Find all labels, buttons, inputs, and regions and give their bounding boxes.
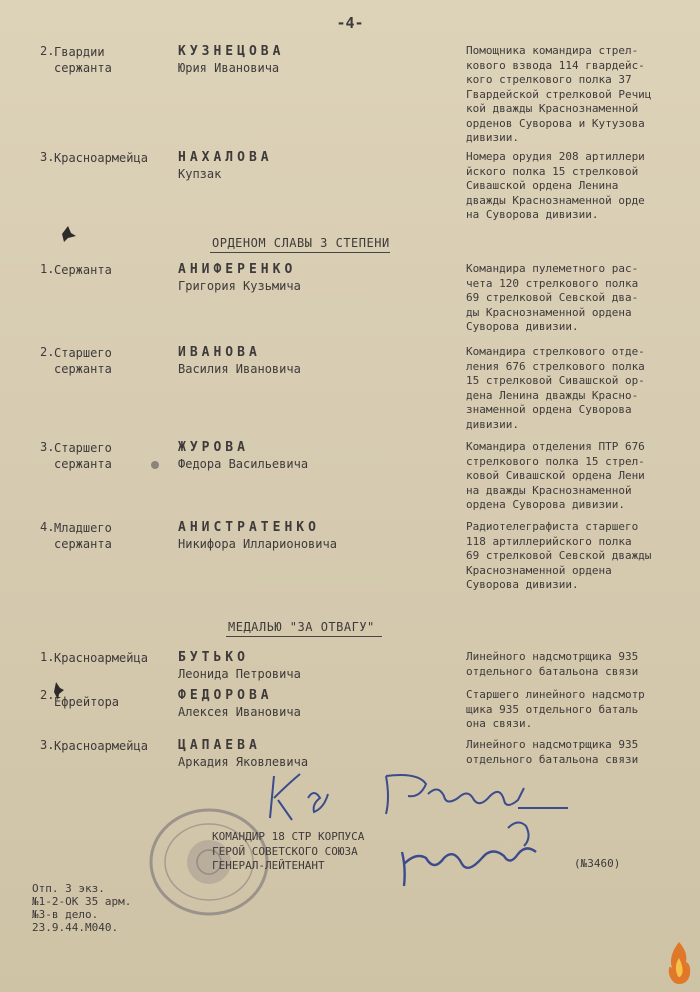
section-underline	[226, 636, 382, 637]
rank-line: Красноармейца	[54, 739, 148, 753]
entry-name	[178, 345, 448, 377]
rank-line: сержанта	[54, 457, 112, 471]
entry-given-name: Юрия Ивановича	[178, 61, 280, 75]
entry-rank	[54, 44, 174, 76]
entry-surname: БУТЬКО	[178, 650, 249, 665]
description-line: ды Краснознаменной ордена	[466, 305, 632, 319]
entry-number: 2.	[40, 44, 55, 58]
description-line: Командира пулеметного рас-	[466, 262, 639, 275]
ink-blot	[148, 458, 162, 472]
entry-given-name: Григория Кузьмича	[178, 279, 301, 293]
rank-line: сержанта	[54, 61, 112, 75]
entry-given-name: Федора Васильевича	[178, 457, 309, 471]
description-line: 118 артиллерийского полка	[466, 534, 632, 548]
description-line: ордена Суворова дивизии.	[466, 498, 625, 511]
ink-blot	[50, 680, 66, 702]
entry-given-name: Аркадия Яковлевича	[178, 755, 309, 769]
description-line: отдельного батальона связи	[466, 664, 639, 678]
description-line: кового взвода 114 гвардейс-	[466, 58, 645, 72]
section-title-text: МЕДАЛЬЮ "ЗА ОТВАГУ"	[228, 620, 375, 634]
entry-name	[178, 520, 448, 552]
entry-rank	[54, 150, 174, 166]
description-line: кого стрелкового полка 37	[466, 73, 632, 86]
description-line: она связи.	[466, 717, 533, 730]
description-line: Радиотелеграфиста старшего	[466, 520, 639, 533]
description-line: отдельного батальона связи	[466, 752, 639, 766]
description-line: Суворова дивизии.	[466, 578, 579, 591]
rank-line: Старшего	[54, 441, 112, 455]
description-line: ления 676 стрелкового полка	[466, 359, 645, 373]
entry-given-name: Леонида Петровича	[178, 667, 301, 681]
section-underline	[210, 252, 390, 253]
entry-rank	[54, 650, 174, 666]
rank-line: Сержанта	[54, 263, 112, 277]
description-line: Старшего линейного надсмотр	[466, 688, 645, 701]
signature-line: ГЕРОЙ СОВЕТСКОГО СОЮЗА	[212, 844, 358, 858]
description-line: орденов Суворова и Кутузова	[466, 116, 645, 130]
description-line: знаменной ордена Суворова	[466, 403, 632, 416]
description-line: ковой Сивашской ордена Лени	[466, 469, 645, 482]
description-line: стрелкового полка 15 стрел-	[466, 454, 645, 468]
entry-number: 3.	[40, 738, 55, 752]
signature-line: КОМАНДИР 18 СТР КОРПУСА	[212, 830, 365, 843]
description-line: дивизии.	[466, 417, 519, 431]
description-line: йского полка 15 стрелковой	[466, 164, 639, 178]
description-line: чета 120 стрелкового полка	[466, 276, 639, 290]
entry-rank	[54, 738, 174, 754]
rank-line: Ефрейтора	[54, 695, 120, 709]
reference-number: (№3460)	[574, 857, 621, 870]
entry-rank	[54, 520, 174, 552]
rank-line: Красноармейца	[54, 151, 148, 165]
entry-rank	[54, 262, 174, 278]
description-line: Помощника командира стрел-	[466, 44, 639, 57]
entry-given-name: Никифора Илларионовича	[178, 537, 337, 551]
entry-description	[466, 520, 696, 593]
entry-number: 4.	[40, 520, 55, 534]
entry-given-name: Купзак	[178, 167, 222, 181]
dispatch-line: 23.9.44.М040.	[32, 921, 119, 934]
rank-line: Старшего	[54, 346, 112, 360]
entry-description	[466, 440, 696, 513]
entry-given-name: Алексея Ивановича	[178, 705, 301, 719]
rank-line: Красноармейца	[54, 651, 148, 665]
description-line: дивизии.	[466, 131, 519, 144]
entry-rank	[54, 345, 174, 377]
description-line: на Суворова дивизии.	[466, 208, 599, 221]
description-line: Командира отделения ПТР 676	[466, 440, 645, 453]
signature-line: ГЕНЕРАЛ-ЛЕЙТЕНАНТ	[212, 859, 325, 872]
entry-surname: ИВАНОВА	[178, 345, 261, 360]
description-line: Краснознаменной ордена	[466, 563, 612, 577]
description-line: щика 935 отдельного баталь	[466, 702, 639, 716]
description-line: Суворова дивизии.	[466, 320, 579, 333]
entry-number: 2.	[40, 688, 55, 702]
rank-line: Младшего	[54, 521, 112, 535]
entry-surname: АНИСТРАТЕНКО	[178, 520, 320, 535]
description-line: 69 стрелковой Севской дважды	[466, 549, 652, 562]
dispatch-notes	[32, 882, 131, 934]
description-line: Линейного надсмотрщика 935	[466, 738, 639, 751]
description-line: на дважды Краснознаменной	[466, 483, 632, 497]
entry-name	[178, 440, 448, 472]
entry-surname: АНИФЕРЕНКО	[178, 262, 297, 277]
entry-name	[178, 262, 448, 294]
entry-name	[178, 44, 448, 76]
entry-description	[466, 650, 696, 679]
section-title-text: ОРДЕНОМ СЛАВЫ 3 СТЕПЕНИ	[212, 236, 390, 250]
entry-description	[466, 345, 696, 432]
dispatch-line: №3-в дело.	[32, 908, 99, 921]
rank-line: сержанта	[54, 362, 112, 376]
entry-number: 1.	[40, 650, 55, 664]
entry-name	[178, 150, 448, 182]
entry-surname: КУЗНЕЦОВА	[178, 44, 285, 59]
dispatch-line: Отп. 3 экз.	[32, 882, 105, 895]
archive-flame-logo	[664, 940, 694, 986]
entry-description	[466, 150, 696, 223]
description-line: Линейного надсмотрщика 935	[466, 650, 639, 663]
description-line: Гвардейской стрелковой Речиц	[466, 87, 652, 101]
rank-line: Гвардии	[54, 45, 105, 59]
entry-description	[466, 44, 696, 146]
entry-number: 1.	[40, 262, 55, 276]
page-number: -4-	[336, 14, 364, 32]
entry-surname: ЦАПАЕВА	[178, 738, 261, 753]
rank-line: сержанта	[54, 537, 112, 551]
entry-description	[466, 688, 696, 732]
dispatch-line: №1-2-ОК 35 арм.	[32, 895, 132, 908]
entry-given-name: Василия Ивановича	[178, 362, 301, 376]
description-line: Сивашской ордена Ленина	[466, 179, 619, 192]
entry-name	[178, 688, 448, 720]
entry-surname: ФЕДОРОВА	[178, 688, 273, 703]
handwritten-signature	[268, 748, 588, 918]
entry-surname: НАХАЛОВА	[178, 150, 273, 165]
entry-name	[178, 650, 448, 682]
description-line: 69 стрелковой Севской два-	[466, 291, 639, 304]
description-line: дважды Краснознаменной орде	[466, 193, 645, 207]
description-line: Командира стрелкового отде-	[466, 345, 645, 358]
ink-blot	[58, 224, 78, 244]
description-line: Номера орудия 208 артиллери	[466, 150, 645, 163]
description-line: 15 стрелковой Сивашской ор-	[466, 374, 645, 387]
entry-number: 3.	[40, 440, 55, 454]
entry-number: 3.	[40, 150, 55, 164]
entry-rank	[54, 694, 174, 710]
entry-number: 2.	[40, 345, 55, 359]
description-line: дена Ленина дважды Красно-	[466, 388, 639, 402]
entry-description	[466, 262, 696, 335]
entry-surname: ЖУРОВА	[178, 440, 249, 455]
description-line: кой дважды Краснознаменной	[466, 102, 639, 115]
